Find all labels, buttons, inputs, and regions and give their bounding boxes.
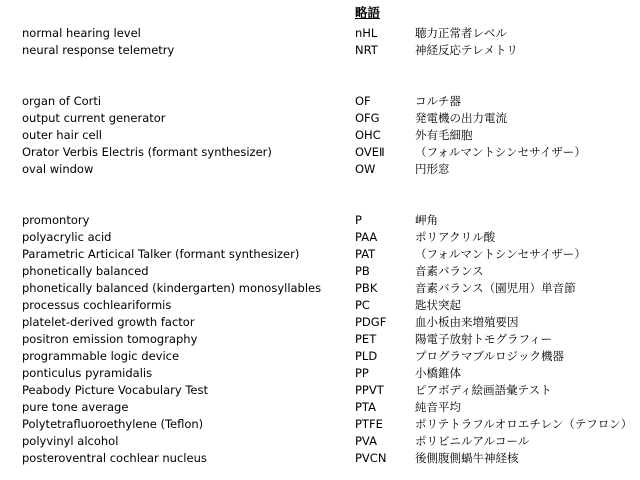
english-term: Orator Verbis Electris (formant synthesizer)	[22, 145, 272, 159]
japanese-term: 神経反応テレメトリ	[415, 43, 518, 57]
abbreviation: OHC	[355, 128, 381, 142]
glossary-row	[0, 246, 640, 263]
glossary-row	[0, 314, 640, 331]
japanese-term: 円形窓	[415, 162, 450, 176]
abbreviation: OF	[355, 94, 371, 108]
glossary-row	[0, 399, 640, 416]
abbreviation: PAA	[355, 230, 378, 244]
english-term: posteroventral cochlear nucleus	[22, 451, 207, 465]
english-term: ponticulus pyramidalis	[22, 366, 153, 380]
abbreviation: PTA	[355, 400, 376, 414]
glossary-row	[0, 229, 640, 246]
glossary-row	[0, 382, 640, 399]
english-term: polyacrylic acid	[22, 230, 112, 244]
glossary-row	[0, 331, 640, 348]
abbreviation: PLD	[355, 349, 378, 363]
glossary-row	[0, 212, 640, 229]
glossary-row	[0, 263, 640, 280]
abbreviation: PVA	[355, 434, 377, 448]
japanese-term: プログラマブルロジック機器	[415, 349, 565, 363]
abbreviation: PDGF	[355, 315, 387, 329]
abbreviation: OFG	[355, 111, 380, 125]
glossary-row	[0, 42, 640, 59]
japanese-term: コルチ器	[415, 94, 461, 108]
glossary-row	[0, 348, 640, 365]
abbreviation: OVEⅡ	[355, 145, 385, 159]
english-term: organ of Corti	[22, 94, 102, 108]
english-term: outer hair cell	[22, 128, 102, 142]
abbreviation: nHL	[355, 26, 378, 40]
english-term: oval window	[22, 162, 94, 176]
japanese-term: 外有毛細胞	[415, 128, 473, 142]
japanese-term: 発電機の出力電流	[415, 111, 507, 125]
japanese-term: （フォルマントシンセサイザー）	[415, 145, 586, 159]
japanese-term: （フォルマントシンセサイザー）	[415, 247, 586, 261]
abbreviation: PB	[355, 264, 370, 278]
english-term: output current generator	[22, 111, 166, 125]
glossary-row	[0, 280, 640, 297]
japanese-term: ポリテトラフルオロエチレン（テフロン）	[415, 417, 633, 431]
japanese-term: 小橋錐体	[415, 366, 461, 380]
english-term: phonetically balanced (kindergarten) monosyllables	[22, 281, 322, 295]
glossary-row	[0, 161, 640, 178]
abbreviation: NRT	[355, 43, 378, 57]
glossary-row	[0, 144, 640, 161]
abbreviation: PET	[355, 332, 377, 346]
english-term: Peabody Picture Vocabulary Test	[22, 383, 208, 397]
abbreviation-column-header: 略語	[355, 5, 381, 20]
english-term: platelet-derived growth factor	[22, 315, 195, 329]
english-term: promontory	[22, 213, 90, 227]
english-term: neural response telemetry	[22, 43, 175, 57]
japanese-term: ポリアクリル酸	[415, 230, 496, 244]
japanese-term: 血小板由来増殖要因	[415, 315, 519, 329]
abbreviation: PC	[355, 298, 370, 312]
japanese-term: 後側腹側蝸牛神経核	[415, 451, 519, 465]
glossary-row	[0, 365, 640, 382]
glossary-row	[0, 25, 640, 42]
english-term: Polytetrafluoroethylene (Teflon)	[22, 417, 204, 431]
japanese-term: 聴力正常者レベル	[415, 26, 507, 40]
english-term: positron emission tomography	[22, 332, 198, 346]
english-term: pure tone average	[22, 400, 129, 414]
abbreviation: PTFE	[355, 417, 383, 431]
glossary-row	[0, 297, 640, 314]
japanese-term: 岬角	[415, 213, 438, 227]
english-term: processus cochleariformis	[22, 298, 172, 312]
japanese-term: 匙状突起	[415, 298, 461, 312]
glossary-row	[0, 93, 640, 110]
english-term: polyvinyl alcohol	[22, 434, 119, 448]
glossary-row	[0, 416, 640, 433]
abbreviation: PP	[355, 366, 369, 380]
japanese-term: 純音平均	[415, 400, 461, 414]
glossary-row	[0, 433, 640, 450]
japanese-term: ピアボディ絵画語彙テスト	[415, 383, 552, 397]
glossary-row	[0, 110, 640, 127]
english-term: programmable logic device	[22, 349, 180, 363]
abbreviation: PPVT	[355, 383, 384, 397]
glossary-row	[0, 450, 640, 467]
japanese-term: 音素バランス（園児用）単音節	[415, 281, 576, 295]
abbreviation: PVCN	[355, 451, 387, 465]
english-term: phonetically balanced	[22, 264, 149, 278]
abbreviation: PAT	[355, 247, 376, 261]
japanese-term: 陽電子放射トモグラフィー	[415, 332, 553, 346]
abbreviation: PBK	[355, 281, 378, 295]
abbreviation: P	[355, 213, 362, 227]
japanese-term: 音素バランス	[415, 264, 484, 278]
japanese-term: ポリビニルアルコール	[415, 434, 530, 448]
glossary-row	[0, 127, 640, 144]
abbreviation: OW	[355, 162, 376, 176]
english-term: normal hearing level	[22, 26, 141, 40]
english-term: Parametric Articical Talker (formant synthesizer)	[22, 247, 300, 261]
